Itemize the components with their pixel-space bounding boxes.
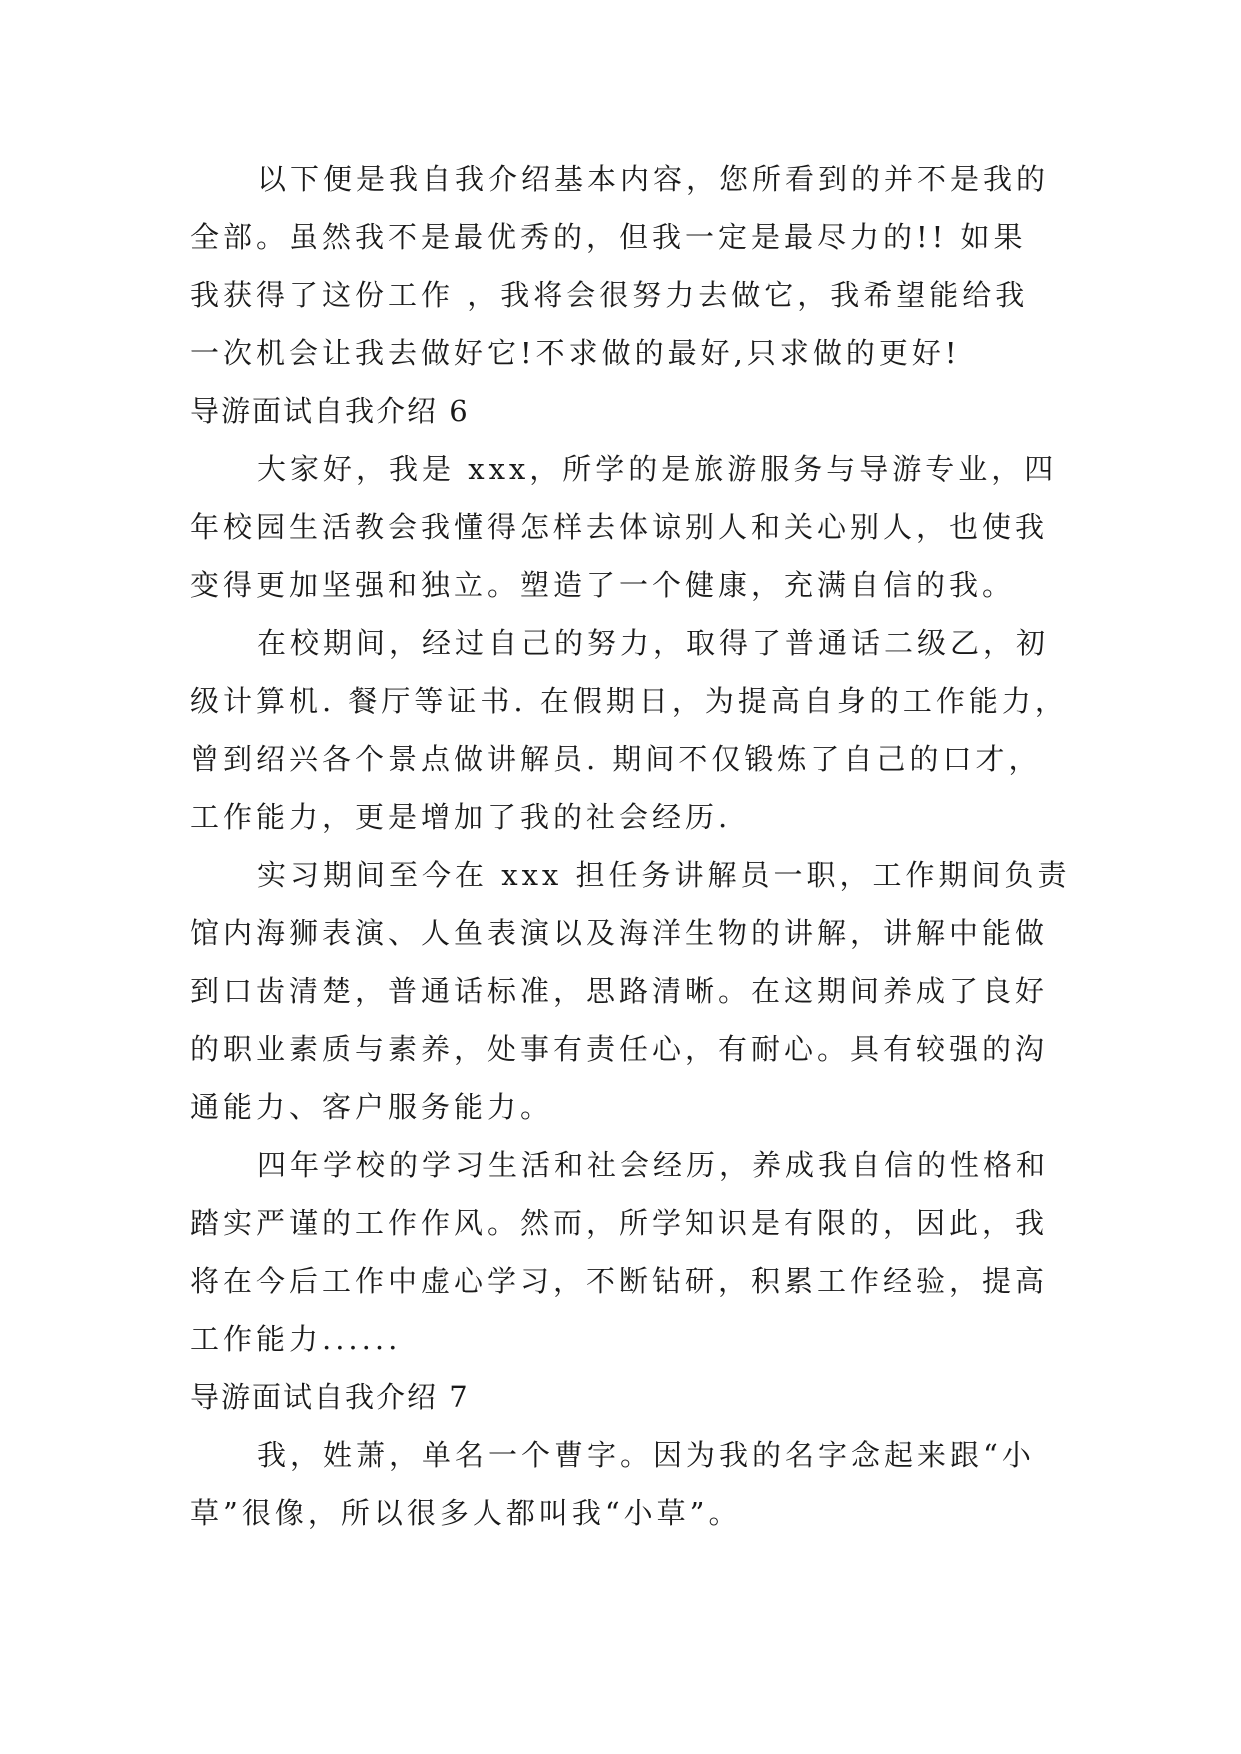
text-line: 级计算机. 餐厅等证书. 在假期日，为提高自身的工作能力，	[190, 684, 1068, 718]
section-heading-7: 导游面试自我介绍 7	[190, 1380, 470, 1414]
text-line: 实习期间至今在 xxx 担任务讲解员一职，工作期间负责	[257, 858, 1071, 892]
text-line: 的职业素质与素养，处事有责任心，有耐心。具有较强的沟	[190, 1032, 1049, 1066]
text-line: 变得更加坚强和独立。塑造了一个健康，充满自信的我。	[190, 568, 1016, 602]
paragraph-6-2	[190, 614, 1068, 846]
text-line: 草”很像，所以很多人都叫我“小草”。	[190, 1496, 742, 1530]
document-body	[190, 150, 1071, 1542]
text-line: 四年学校的学习生活和社会经历，养成我自信的性格和	[257, 1148, 1050, 1182]
paragraph-7-1	[190, 1426, 1054, 1542]
text-line: 以下便是我自我介绍基本内容，您所看到的并不是我的	[257, 162, 1050, 196]
text-line: 踏实严谨的工作作风。然而，所学知识是有限的，因此，我	[190, 1206, 1049, 1240]
text-line: 曾到绍兴各个景点做讲解员. 期间不仅锻炼了自己的口才，	[190, 742, 1042, 776]
paragraph-6-4	[190, 1136, 1054, 1368]
paragraph-intro	[190, 150, 1054, 382]
paragraph-6-3	[190, 846, 1071, 1136]
text-line: 通能力、客户服务能力。	[190, 1090, 554, 1124]
text-line: 一次机会让我去做好它!不求做的最好,只求做的更好!	[190, 336, 961, 370]
text-line: 我，姓萧，单名一个曹字。因为我的名字念起来跟“小	[257, 1438, 1035, 1472]
text-line: 将在今后工作中虚心学习，不断钻研，积累工作经验，提高	[190, 1264, 1049, 1298]
text-line: 年校园生活教会我懂得怎样去体谅别人和关心别人，也使我	[190, 510, 1049, 544]
text-line: 大家好，我是 xxx，所学的是旅游服务与导游专业，四	[257, 452, 1058, 486]
text-line: 工作能力......	[190, 1322, 402, 1356]
paragraph-6-1	[190, 440, 1058, 614]
text-line: 工作能力，更是增加了我的社会经历.	[190, 800, 732, 834]
text-line: 我获得了这份工作 ，我将会很努力去做它，我希望能给我	[190, 278, 1029, 312]
text-line: 在校期间，经过自己的努力，取得了普通话二级乙，初	[257, 626, 1050, 660]
text-line: 到口齿清楚，普通话标准，思路清晰。在这期间养成了良好	[190, 974, 1049, 1008]
text-line: 全部。虽然我不是最优秀的，但我一定是最尽力的!! 如果	[190, 220, 1027, 254]
section-heading-6: 导游面试自我介绍 6	[190, 394, 470, 428]
text-line: 馆内海狮表演、人鱼表演以及海洋生物的讲解，讲解中能做	[190, 916, 1049, 950]
